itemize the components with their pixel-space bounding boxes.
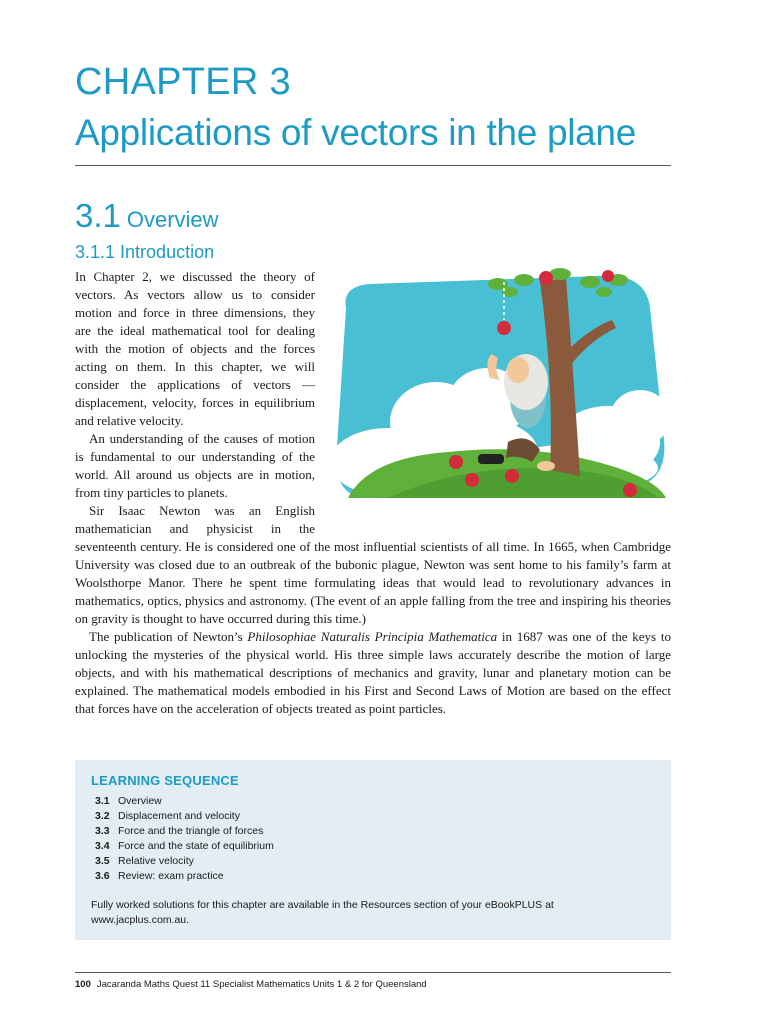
principia-paragraph: The publication of Newton’s Philosophiae Naturalis Principia Mathematica in 1687 was one of the keys to unlocking the mysteries of the physical world. His three simple laws accurately describe the motion of large objects, and with his mathematical descriptions of mechanics and gravity, lunar and planetary motion can be explained. The mathematical models embodied in his First and Second Laws of Motion are based on the effect that forces have on the acceleration of objects treated as point particles. — [75, 629, 671, 716]
section-heading — [75, 196, 219, 236]
footer-divider — [75, 972, 671, 973]
section-name: Overview — [126, 207, 219, 232]
solutions-note: Fully worked solutions for this chapter are available in the Resources section of your eBookPLUS at www.jacplus.com.au. — [91, 899, 554, 926]
list-item: 3.3 Force and the triangle of forces — [95, 825, 264, 837]
list-item: 3.1 Overview — [95, 795, 162, 807]
newton-paragraph-continued: seventeenth century. He is considered one of the most influential scientists of all time. In 1665, when Cambridge University was closed due to an outbreak of the bubonic plague, Newton was sent home to his family’s farm at Woolsthorpe Manor. There he spent time formulating ideas that would lead to revolutionary advances in mathematics, optics, physics and astronomy. (The event of an apple falling from the tree and inspiring his theories on gravity is thought to have occurred during this time.) — [75, 539, 671, 626]
book-title: Jacaranda Maths Quest 11 Specialist Mathematics Units 1 & 2 for Queensland — [96, 979, 427, 990]
learning-sequence-title: LEARNING SEQUENCE — [91, 773, 239, 788]
principia-title: Philosophiae Naturalis Principia Mathematica — [247, 629, 498, 644]
subsection-heading: 3.1.1 Introduction — [75, 242, 215, 262]
list-item: 3.4 Force and the state of equilibrium — [95, 840, 274, 852]
chapter-title: Applications of vectors in the plane — [75, 112, 636, 153]
list-item: 3.2 Displacement and velocity — [95, 810, 240, 822]
motion-paragraph: An understanding of the causes of motion is fundamental to our understanding of the world. All around us objects are in motion, from tiny particles to planets. — [75, 431, 315, 500]
list-item: 3.5 Relative velocity — [95, 855, 194, 867]
section-number: 3.1 — [75, 197, 121, 234]
intro-paragraph: In Chapter 2, we discussed the theory of vectors. As vectors allow us to consider motion and force in three dimensions, they are the ideal mathematical tool for dealing with the motion of objects and the forces acting on them. In this chapter, we will consider the applications of vectors — displacement, velocity, forces in equilibrium and relative velocity. — [75, 269, 315, 428]
learning-sequence-list — [95, 794, 274, 884]
page-footer — [75, 979, 427, 990]
newton-apple-tree-illustration — [328, 262, 670, 506]
title-divider — [75, 165, 671, 166]
chapter-label: CHAPTER 3 — [75, 61, 291, 103]
newton-paragraph-start: Sir Isaac Newton was an English mathematician and physicist in the — [75, 503, 315, 536]
list-item: 3.6 Review: exam practice — [95, 870, 224, 882]
learning-sequence-box — [75, 760, 671, 940]
page-number: 100 — [75, 979, 91, 990]
